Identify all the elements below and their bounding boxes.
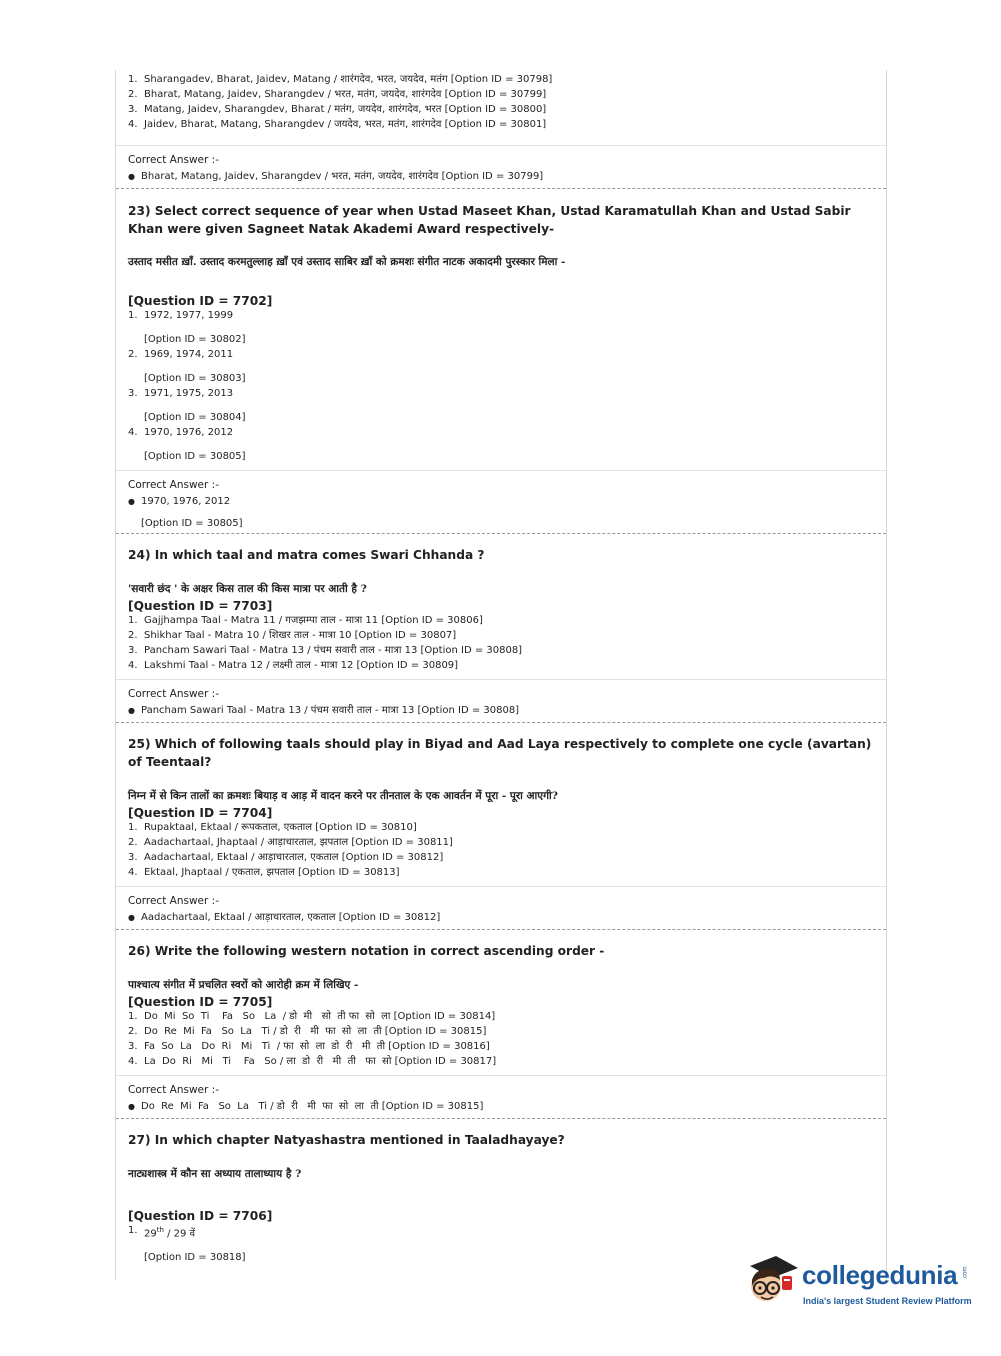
option-item: 3. Matang, Jaidev, Sharangdev, Bharat / मतंग, जयदेव, शारंगदेव, भरत [Option ID = 30800] (128, 104, 547, 115)
question-26 (116, 942, 886, 1075)
question-id: [Question ID = 7705] (128, 995, 273, 1009)
bullet-icon: ● (128, 497, 135, 506)
correct-answer-option-id: [Option ID = 30805] (141, 518, 243, 529)
option-item: 2. Bharat, Matang, Jaidev, Sharangdev / भरत, मतंग, जयदेव, शारंगदेव [Option ID = 30799] (128, 89, 547, 100)
bullet-icon: ● (128, 706, 135, 715)
prev-question-options (128, 72, 874, 132)
question-24 (116, 546, 886, 679)
option-item: 3. Pancham Sawari Taal - Matra 13 / पंचम सवारी ताल - मात्रा 13 [Option ID = 30808] (128, 645, 523, 656)
question-separator (116, 1118, 886, 1119)
question-options (128, 308, 874, 464)
option-item: 4. Lakshmi Taal - Matra 12 / लक्ष्मी ताल - मात्रा 12 [Option ID = 30809] (128, 660, 459, 671)
logo-wordmark: collegedunia (802, 1260, 958, 1290)
correct-answer-label: Correct Answer :- (128, 1084, 219, 1096)
option-item: 4. Jaidev, Bharat, Matang, Sharangdev / जयदेव, भरत, मतंग, शारंगदेव [Option ID = 30801] (128, 119, 547, 130)
question-hindi: निम्न में से किन तालों का क्रमशः बियाड़ व आड़ में वादन करने पर तीनताल के एक आवर्तन में पूरा - पूरा आएगी? (128, 790, 558, 802)
option-item: 2. 1969, 1974, 2011 [Option ID = 30803] (128, 349, 246, 384)
question-id: [Question ID = 7703] (128, 599, 273, 613)
question-separator (116, 533, 886, 534)
question-id: [Question ID = 7702] (128, 294, 273, 308)
correct-answer-text: Do Re Mi Fa So La Ti / डो री मी फा सो ला ती [Option ID = 30815] (141, 1101, 484, 1112)
correct-answer-text: 1970, 1976, 2012 (141, 496, 231, 507)
question-text: 23) Select correct sequence of year when Ustad Maseet Khan, Ustad Karamatullah Khan and Ustad Sabir Khan were given Sagneet Natak Akademi Award respectively- (128, 204, 851, 236)
question-text: 25) Which of following taals should play in Biyad and Aad Laya respectively to complete one cycle (avartan) of Teentaal? (128, 737, 872, 769)
question-options (128, 820, 874, 880)
option-item: 4. 1970, 1976, 2012 [Option ID = 30805] (128, 427, 246, 462)
option-item: 1. 1972, 1977, 1999 [Option ID = 30802] (128, 310, 246, 345)
question-25 (116, 735, 886, 886)
option-item: 1. Rupaktaal, Ektaal / रूपकताल, एकताल [Option ID = 30810] (128, 822, 417, 833)
question-text: 26) Write the following western notation in correct ascending order - (128, 944, 605, 958)
correct-answer-box (116, 886, 886, 929)
question-separator (116, 722, 886, 723)
correct-answer-label: Correct Answer :- (128, 895, 219, 907)
correct-answer-label: Correct Answer :- (128, 688, 219, 700)
question-text: 24) In which taal and matra comes Swari Chhanda ? (128, 548, 485, 562)
question-id: [Question ID = 7704] (128, 806, 273, 820)
question-27 (116, 1131, 886, 1271)
correct-answer-label: Correct Answer :- (128, 479, 219, 491)
option-item: 1. 29th / 29 वें [Option ID = 30818] (128, 1225, 246, 1264)
question-separator (116, 929, 886, 930)
bullet-icon: ● (128, 172, 135, 181)
correct-answer-box (116, 1075, 886, 1118)
question-23 (116, 202, 886, 470)
correct-answer-text: Bharat, Matang, Jaidev, Sharangdev / भरत, मतंग, जयदेव, शारंगदेव [Option ID = 30799] (141, 171, 544, 182)
option-item: 2. Aadachartaal, Jhaptaal / आड़ाचारताल, झपताल [Option ID = 30811] (128, 837, 453, 848)
option-item: 3. 1971, 1975, 2013 [Option ID = 30804] (128, 388, 246, 423)
question-hindi: 'सवारी छंद ' के अक्षर किस ताल की किस मात्रा पर आती है ? (128, 583, 367, 595)
student-mascot-icon (742, 1252, 800, 1308)
correct-answer-box (116, 470, 886, 533)
correct-answer-box (116, 679, 886, 722)
option-item: 4. La Do Ri Mi Ti Fa So / ला डो री मी ती फा सो [Option ID = 30817] (128, 1056, 497, 1067)
document-page (115, 70, 887, 1280)
option-item: 4. Ektaal, Jhaptaal / एकताल, झपताल [Option ID = 30813] (128, 867, 400, 878)
question-id: [Question ID = 7706] (128, 1209, 273, 1223)
correct-answer-box (116, 145, 886, 188)
logo-tagline: India's largest Student Review Platform (803, 1296, 972, 1306)
question-hindi: पाश्चात्य संगीत में प्रचलित स्वरों को आरोही क्रम में लिखिए - (128, 979, 359, 991)
collegedunia-logo (742, 1252, 972, 1314)
correct-answer-text: Pancham Sawari Taal - Matra 13 / पंचम सवारी ताल - मात्रा 13 [Option ID = 30808] (141, 705, 520, 716)
bullet-icon: ● (128, 913, 135, 922)
question-options (128, 613, 874, 673)
option-item: 1. Do Mi So Ti Fa So La / डो मी सो ती फा सो ला [Option ID = 30814] (128, 1011, 496, 1022)
question-hindi: उस्ताद मसीत ख़ाँ. उस्ताद करमतुल्लाह ख़ाँ एवं उस्ताद साबिर ख़ाँ को क्रमशः संगीत नाटक अकादमी पुरस्कार मिला - (128, 256, 566, 268)
question-separator (116, 188, 886, 189)
prev-question-section (116, 70, 886, 138)
logo-dotcom: .com (962, 1266, 969, 1280)
option-item: 1. Sharangadev, Bharat, Jaidev, Matang / शारंगदेव, भरत, जयदेव, मतंग [Option ID = 30798] (128, 74, 553, 85)
bullet-icon: ● (128, 1102, 135, 1111)
option-item: 1. Gajjhampa Taal - Matra 11 / गजझम्पा ताल - मात्रा 11 [Option ID = 30806] (128, 615, 483, 626)
option-item: 3. Fa So La Do Ri Mi Ti / फा सो ला डो री मी ती [Option ID = 30816] (128, 1041, 490, 1052)
question-hindi: नाट्यशास्त्र में कौन सा अध्याय तालाध्याय है ? (128, 1168, 302, 1180)
option-item: 3. Aadachartaal, Ektaal / आड़ाचारताल, एकताल [Option ID = 30812] (128, 852, 444, 863)
question-options (128, 1009, 874, 1069)
option-item: 2. Do Re Mi Fa So La Ti / डो री मी फा सो ला ती [Option ID = 30815] (128, 1026, 487, 1037)
correct-answer-text: Aadachartaal, Ektaal / आड़ाचारताल, एकताल [Option ID = 30812] (141, 912, 441, 923)
option-item: 2. Shikhar Taal - Matra 10 / शिखर ताल - मात्रा 10 [Option ID = 30807] (128, 630, 457, 641)
correct-answer-label: Correct Answer :- (128, 154, 219, 166)
question-text: 27) In which chapter Natyashastra mentioned in Taaladhayaye? (128, 1133, 565, 1147)
